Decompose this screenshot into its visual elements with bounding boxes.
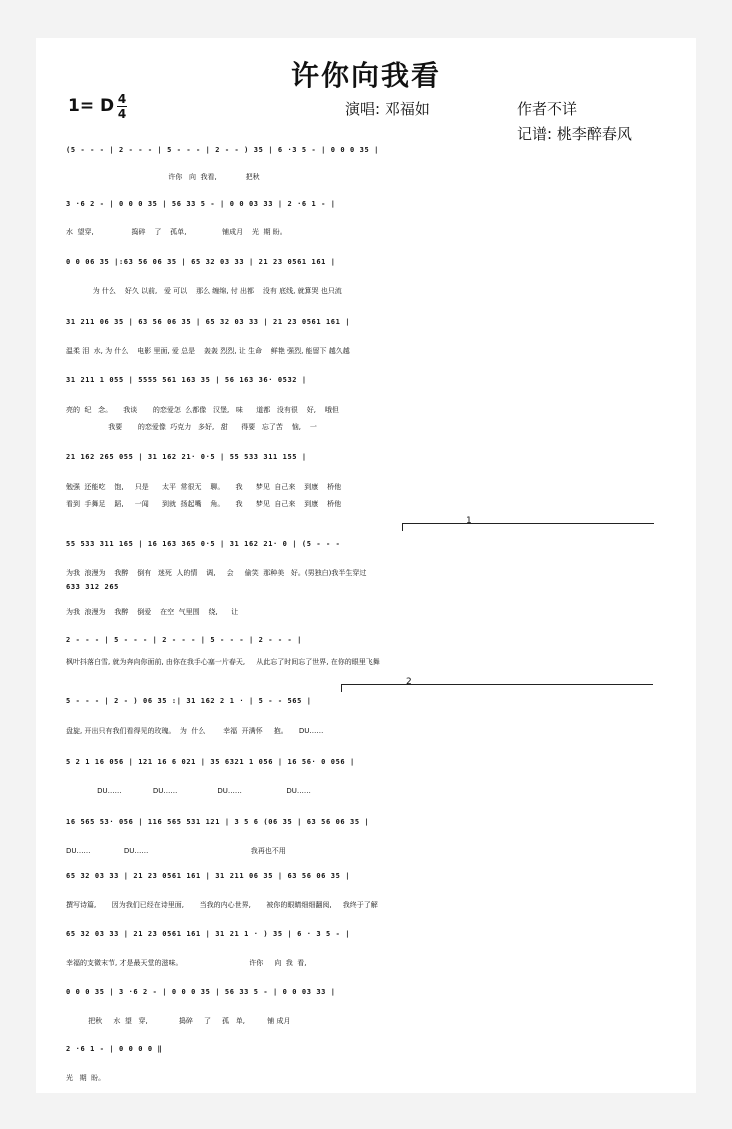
- lyric-row-5b: 我要 的恋爱像 巧克力 多好, 甜 得要 忘了苦 恼, 一: [66, 423, 317, 431]
- lyric-row-12: 撰写诗篇, 因为我们已经在诗里面, 当我的内心世界, 被你的眼睛细细翻阅, 我终于了解: [66, 901, 378, 909]
- song-title: 许你向我看: [290, 59, 441, 92]
- key-signature: 1= D: [68, 96, 115, 116]
- lyric-row-1: 许你 向 我看, 把秋: [66, 173, 260, 181]
- notation-row-5: 31 211 1 055 | 5555 561 163 35 | 56 163 36· 0532 |: [66, 376, 307, 384]
- lyric-row-15: 光 期 盼。: [66, 1074, 106, 1082]
- volta-1-bracket: [402, 523, 654, 524]
- lyric-row-7: 为我 浪漫为 我醉 倒有 迷死 人的情 调, 会 偷笑 那种美 好。(男独白)我半生穿过: [66, 569, 367, 577]
- lyric-row-13: 幸福的支微末节, 才是最天堂的滋味。 许你 向 我 看,: [66, 959, 307, 967]
- lyric-row-6a: 勉强 还能吃 饱, 只是 太平 常很无 聊。 我 梦见 自己来 到康 桥他: [66, 483, 342, 491]
- notation-row-9: 5 - - - | 2 - ) 06 35 :| 31 162 2 1 · | 5 - - 565 |: [66, 697, 312, 705]
- notation-row-2: 3 ·6 2 - | 0 0 0 35 | 56 33 5 - | 0 0 03 33 | 2 ·6 1 - |: [66, 200, 336, 208]
- lyric-row-4: 温柔 泪 水, 为 什么 电影 里面, 爱 总是 轰轰 烈烈, 让 生命 鲜艳 强烈, 能留下 越久越: [66, 347, 350, 355]
- lyric-row-5a: 亮的 纪 念。 我谈 的恋爱怎 么都像 汉堡, 味 道都 没有很 好, 哦但: [66, 406, 339, 414]
- notation-row-1: (5 - - - | 2 - - - | 5 - - - | 2 - - ) 35 | 6 ·3 5 - | 0 0 0 35 |: [66, 146, 379, 154]
- notation-row-10: 5 2 1 16 056 | 121 16 6 021 | 35 6321 1 056 | 16 56· 0 056 |: [66, 758, 355, 766]
- volta-2-label: 2: [406, 677, 412, 687]
- lyric-row-6b: 看到 手舞足 蹈, 一闻 到就 扬起嘴 角。 我 梦见 自己来 到康 桥他: [66, 500, 342, 508]
- lyric-row-14: 把秋 水 望 穿, 捣碎 了 孤 单, 铺 成月: [66, 1017, 291, 1025]
- notation-row-4: 31 211 06 35 | 63 56 06 35 | 65 32 03 33 | 21 23 0561 161 |: [66, 318, 351, 326]
- singer-credit: 演唱: 邓福如: [345, 100, 430, 118]
- notation-row-7: 55 533 311 165 | 16 163 365 0·5 | 31 162 21· 0 | (5 - - -: [66, 540, 341, 548]
- lyric-row-11: DU…… DU…… 我再也不用: [66, 847, 286, 855]
- notation-row-6: 21 162 265 055 | 31 162 21· 0·5 | 55 533 311 155 |: [66, 453, 307, 461]
- notation-row-7-alt: 633 312 265: [66, 583, 119, 591]
- volta-2-tick: [341, 684, 342, 692]
- notation-row-14: 0 0 0 35 | 3 ·6 2 - | 0 0 0 35 | 56 33 5 - | 0 0 03 33 |: [66, 988, 336, 996]
- meter-bottom: 4: [117, 107, 127, 121]
- time-signature: [117, 93, 127, 120]
- notation-row-13: 65 32 03 33 | 21 23 0561 161 | 31 21 1 · ) 35 | 6 · 3 5 - |: [66, 930, 351, 938]
- notation-row-15: 2 ·6 1 - | 0 0 0 0 ‖: [66, 1045, 163, 1053]
- lyric-row-8: 枫叶抖落白雪, 就为奔向你面前, 由你在我手心塞一片春天, 从此忘了时间忘了世界, 在你的眼里飞舞: [66, 658, 380, 666]
- notation-row-12: 65 32 03 33 | 21 23 0561 161 | 31 211 06 35 | 63 56 06 35 |: [66, 872, 351, 880]
- lyric-row-2: 水 望穿, 捣碎 了 孤单, 铺成月 光 期 盼。: [66, 228, 287, 236]
- notation-row-3: 0 0 06 35 |:63 56 06 35 | 65 32 03 33 | 21 23 0561 161 |: [66, 258, 336, 266]
- meter-top: 4: [117, 92, 127, 106]
- lyric-row-7-alt: 为我 浪漫为 我醉 倒爱 在空 气里围 绕, 让: [66, 608, 239, 616]
- author-credit: 作者不详: [517, 100, 578, 118]
- lyric-row-9: 盘旋, 开出只有我们看得见的玫瑰。 为 什么 幸福 开满怀 抱。 DU……: [66, 727, 324, 735]
- notation-row-11: 16 565 53· 056 | 116 565 531 121 | 3 5 6 (06 35 | 63 56 06 35 |: [66, 818, 370, 826]
- transcriber-credit: 记谱: 桃李醉春风: [517, 125, 632, 143]
- volta-1-label: 1: [466, 516, 472, 526]
- volta-2-bracket: [341, 684, 653, 685]
- notation-row-8: 2 - - - | 5 - - - | 2 - - - | 5 - - - | 2 - - - |: [66, 636, 302, 644]
- volta-1-tick: [402, 523, 403, 531]
- lyric-row-10: DU…… DU…… DU…… DU……: [66, 787, 311, 795]
- lyric-row-3: 为 什么 好久 以前, 爱 可以 那么 缠绵, 付 出都 没有 底线, 就算哭 也只流: [66, 287, 342, 295]
